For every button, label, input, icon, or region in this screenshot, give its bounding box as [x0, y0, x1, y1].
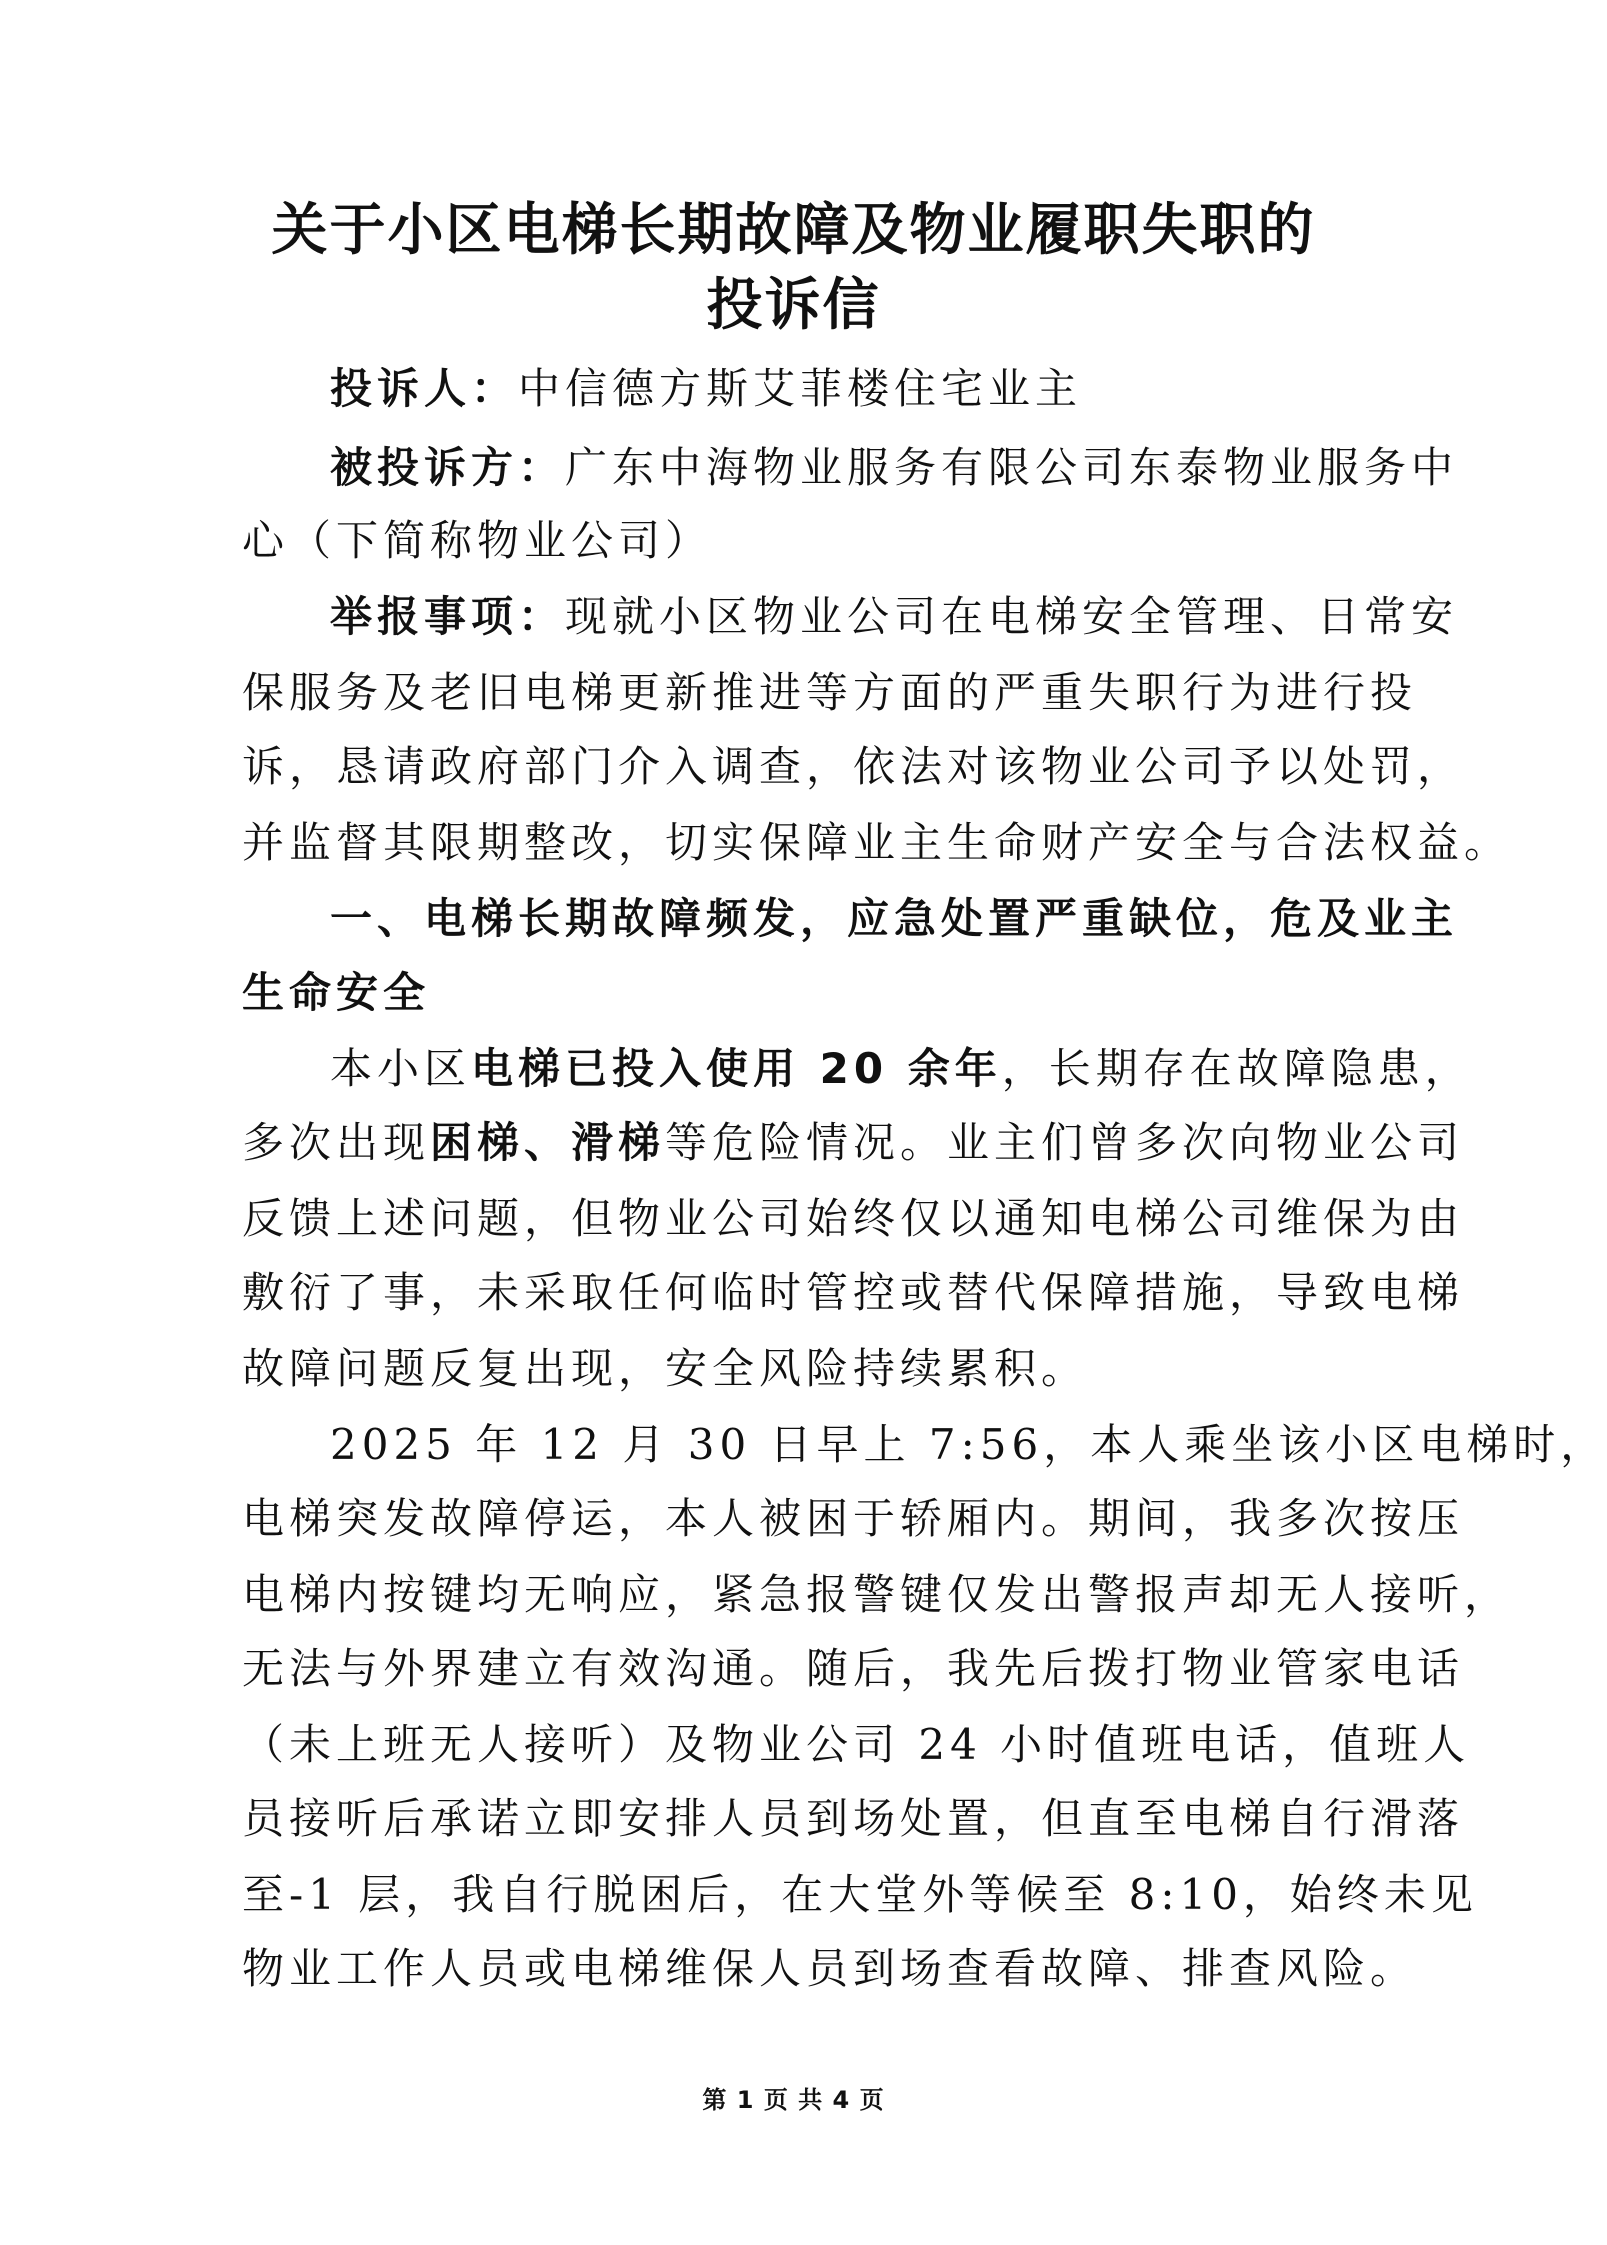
report-label: 举报事项：	[330, 592, 566, 641]
respondent-line-1	[330, 441, 1459, 495]
complainant-label: 投诉人：	[330, 364, 519, 413]
respondent-line-2: 心（下简称物业公司）	[242, 516, 713, 565]
page-footer: 第 1 页 共 4 页	[702, 2086, 885, 2114]
para-2-line-2: 电梯突发故障停运，本人被困于轿厢内。期间，我多次按压	[242, 1494, 1465, 1543]
complainant-line	[330, 362, 1352, 416]
para-1-text-d: 等危险情况。业主们曾多次向物业公司	[665, 1118, 1465, 1167]
para-1-line-4: 敷衍了事，未采取任何临时管控或替代保障措施，导致电梯	[242, 1268, 1465, 1317]
section-1-heading-line-1: 一、电梯长期故障频发，应急处置严重缺位，危及业主	[330, 894, 1459, 943]
para-1-line-1	[330, 1042, 1472, 1096]
report-line-4: 并监督其限期整改，切实保障业主生命财产安全与合法权益。	[242, 818, 1512, 867]
para-2-line-8: 物业工作人员或电梯维保人员到场查看故障、排查风险。	[242, 1944, 1418, 1993]
para-2-line-6: 员接听后承诺立即安排人员到场处置，但直至电梯自行滑落	[242, 1794, 1465, 1843]
report-line-3: 诉，恳请政府部门介入调查，依法对该物业公司予以处罚，	[242, 742, 1465, 791]
report-line-1	[330, 590, 1459, 644]
respondent-value-1: 广东中海物业服务有限公司东泰物业服务中	[565, 443, 1459, 492]
para-1-bold-number: 20	[800, 1044, 908, 1093]
title-line-1: 关于小区电梯长期故障及物业履职失职的	[271, 198, 1316, 263]
para-1-text-c: 多次出现	[242, 1118, 431, 1167]
report-text-1: 现就小区物业公司在电梯安全管理、日常安	[565, 592, 1459, 641]
complainant-value: 中信德方斯艾菲楼住宅业主	[518, 364, 1083, 413]
section-1-heading-line-2: 生命安全	[242, 968, 431, 1017]
para-1-text-a: 本小区	[330, 1044, 472, 1093]
report-line-2: 保服务及老旧电梯更新推进等方面的严重失职行为进行投	[242, 668, 1418, 717]
para-2-line-5: （未上班无人接听）及物业公司 24 小时值班电话，值班人	[242, 1720, 1471, 1769]
para-2-line-7: 至-1 层，我自行脱困后，在大堂外等候至 8:10，始终未见	[242, 1870, 1478, 1919]
para-1-line-5: 故障问题反复出现，安全风险持续累积。	[242, 1344, 1089, 1393]
para-2-line-3: 电梯内按键均无响应，紧急报警键仅发出警报声却无人接听，	[242, 1570, 1512, 1619]
para-1-line-3: 反馈上述问题，但物业公司始终仅以通知电梯公司维保为由	[242, 1194, 1465, 1243]
para-2-line-4: 无法与外界建立有效沟通。随后，我先后拨打物业管家电话	[242, 1644, 1465, 1693]
para-1-bold-a: 电梯已投入使用	[471, 1044, 801, 1093]
para-1-bold-b: 余年	[907, 1044, 1002, 1093]
respondent-label: 被投诉方：	[330, 443, 566, 492]
para-2-line-1: 2025 年 12 月 30 日早上 7:56，本人乘坐该小区电梯时，	[330, 1420, 1607, 1469]
para-1-text-b: ，长期存在故障隐患，	[1001, 1044, 1472, 1093]
para-1-bold-c: 困梯、滑梯	[430, 1118, 666, 1167]
title-line-2: 投诉信	[706, 273, 881, 338]
para-1-line-2	[242, 1116, 1465, 1170]
